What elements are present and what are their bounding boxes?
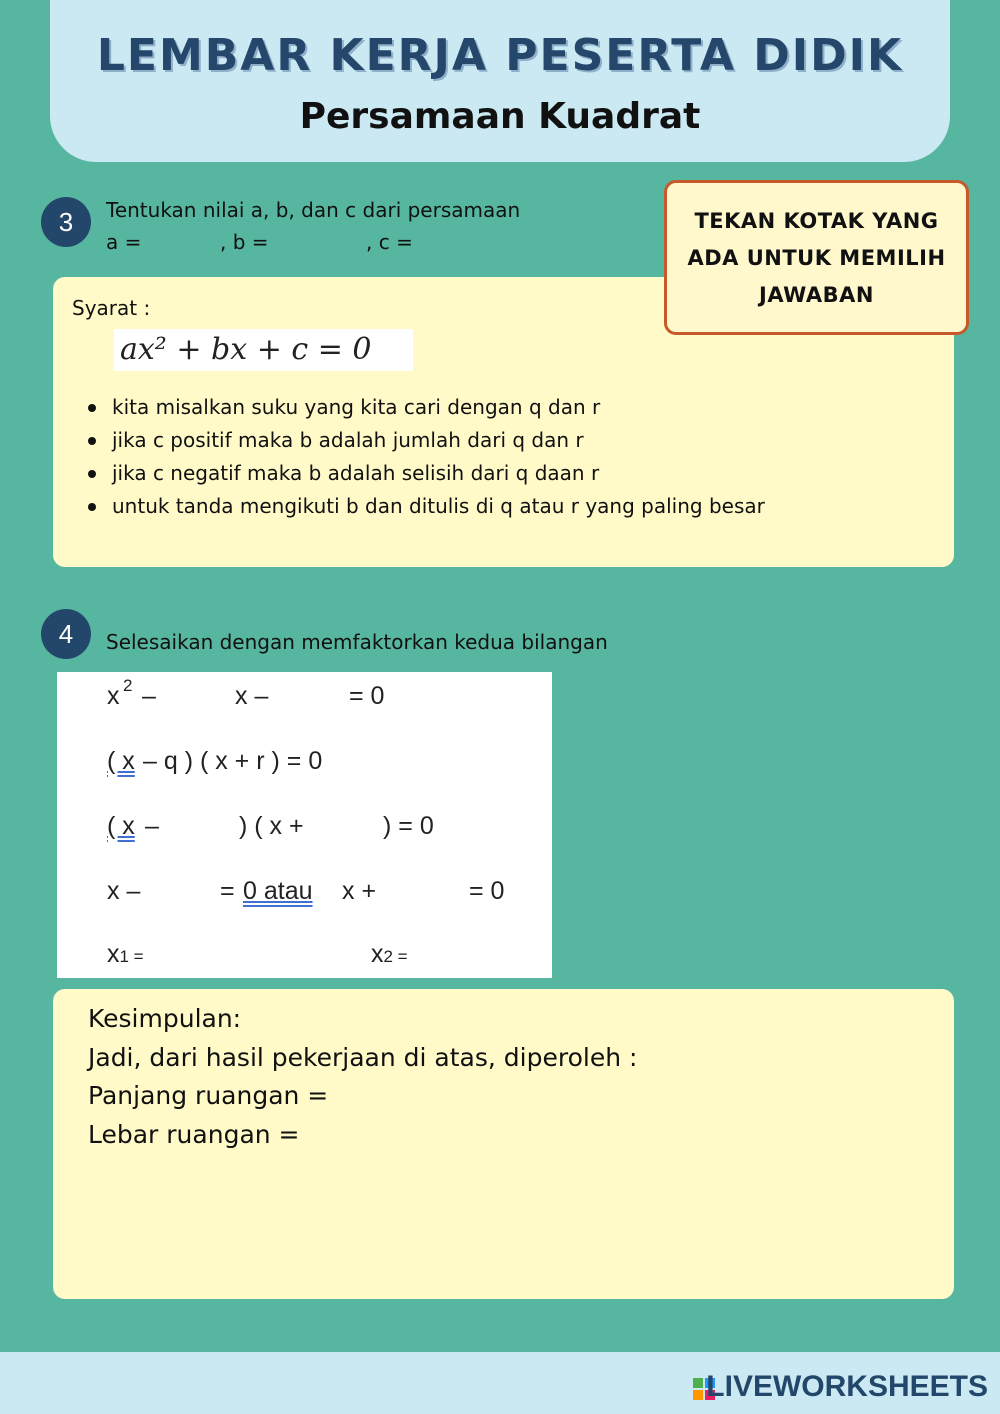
panjang-label: Panjang ruangan = [88, 1081, 329, 1110]
work-line2-rest: – q ) ( x + r ) = 0 [143, 747, 323, 775]
lebar-answer-field[interactable] [302, 1117, 502, 1151]
factor1-field[interactable] [149, 875, 215, 905]
work-line1-x: x [107, 682, 120, 710]
rule-item: jika c positif maka b adalah jumlah dari q dan r [86, 425, 765, 458]
rules-list [86, 392, 765, 524]
note-line-2: ADA UNTUK MEMILIH [687, 246, 946, 270]
factoring-work-area [57, 672, 552, 978]
note-line-1: TEKAN KOTAK YANG [694, 209, 939, 233]
rule-item: untuk tanda mengikuti b dan ditulis di q atau r yang paling besar [86, 491, 765, 524]
work-line3-open: ( x [107, 812, 135, 840]
c-label: , c = [366, 230, 413, 254]
factor2-field[interactable] [385, 875, 465, 905]
kesimpulan-title: Kesimpulan: [88, 1004, 242, 1033]
q-answer-field[interactable] [165, 810, 235, 840]
work-line1-eq: = 0 [349, 682, 385, 710]
x1-answer-field[interactable] [167, 938, 287, 968]
b-label: , b = [220, 230, 269, 254]
work-line1-minus: – [142, 682, 156, 710]
x2-label: x2 = [371, 940, 408, 968]
question-3-prompt: Tentukan nilai a, b, dan c dari persamaan [106, 198, 521, 222]
x1-label: x1 = [107, 940, 144, 968]
page-title: LEMBAR KERJA PESERTA DIDIK [96, 30, 904, 81]
a-answer-field[interactable] [144, 230, 214, 256]
work-line3-mid: ) ( x + [239, 812, 304, 840]
question-4-prompt: Selesaikan dengan memfaktorkan kedua bilangan [106, 630, 608, 654]
instruction-note [664, 180, 969, 335]
work-line4-eq: = [220, 877, 235, 905]
work-line1-x2: x – [235, 682, 269, 710]
b-coefficient-field[interactable] [161, 680, 227, 710]
work-line3-minus: – [145, 812, 159, 840]
work-line4-x2: x + [342, 877, 377, 905]
work-line4-x: x – [107, 877, 141, 905]
abc-answer-row [106, 230, 506, 258]
b-answer-field[interactable] [278, 230, 358, 256]
a-label: a = [106, 230, 142, 254]
rule-item: kita misalkan suku yang kita cari dengan q dan r [86, 392, 765, 425]
rule-item: jika c negatif maka b adalah selisih dari q daan r [86, 458, 765, 491]
work-line2-open: ( x [107, 747, 135, 775]
kesimpulan-line-1: Jadi, dari hasil pekerjaan di atas, diperoleh : [88, 1042, 638, 1072]
c-coefficient-field[interactable] [279, 680, 345, 710]
lebar-label: Lebar ruangan = [88, 1119, 300, 1149]
work-line3-end: ) = 0 [383, 812, 434, 840]
question-4-badge: 4 [41, 609, 91, 659]
quadratic-formula: ax² + bx + c = 0 [114, 329, 413, 371]
work-line4-atau: 0 atau [243, 877, 313, 905]
panjang-answer-field[interactable] [334, 1078, 534, 1112]
page-subtitle: Persamaan Kuadrat [299, 96, 701, 137]
work-line1-sup: 2 [123, 676, 133, 695]
work-line4-eq2: = 0 [469, 877, 505, 905]
footer [0, 1352, 1000, 1414]
r-answer-field[interactable] [311, 810, 381, 840]
c-answer-field[interactable] [418, 230, 498, 256]
x2-answer-field[interactable] [431, 938, 541, 968]
syarat-label: Syarat : [72, 296, 151, 320]
worksheet-header [50, 0, 950, 162]
liveworksheets-brand: LIVEWORKSHEETS [706, 1370, 988, 1403]
note-line-3: JAWABAN [759, 283, 874, 307]
question-3-badge: 3 [41, 197, 91, 247]
